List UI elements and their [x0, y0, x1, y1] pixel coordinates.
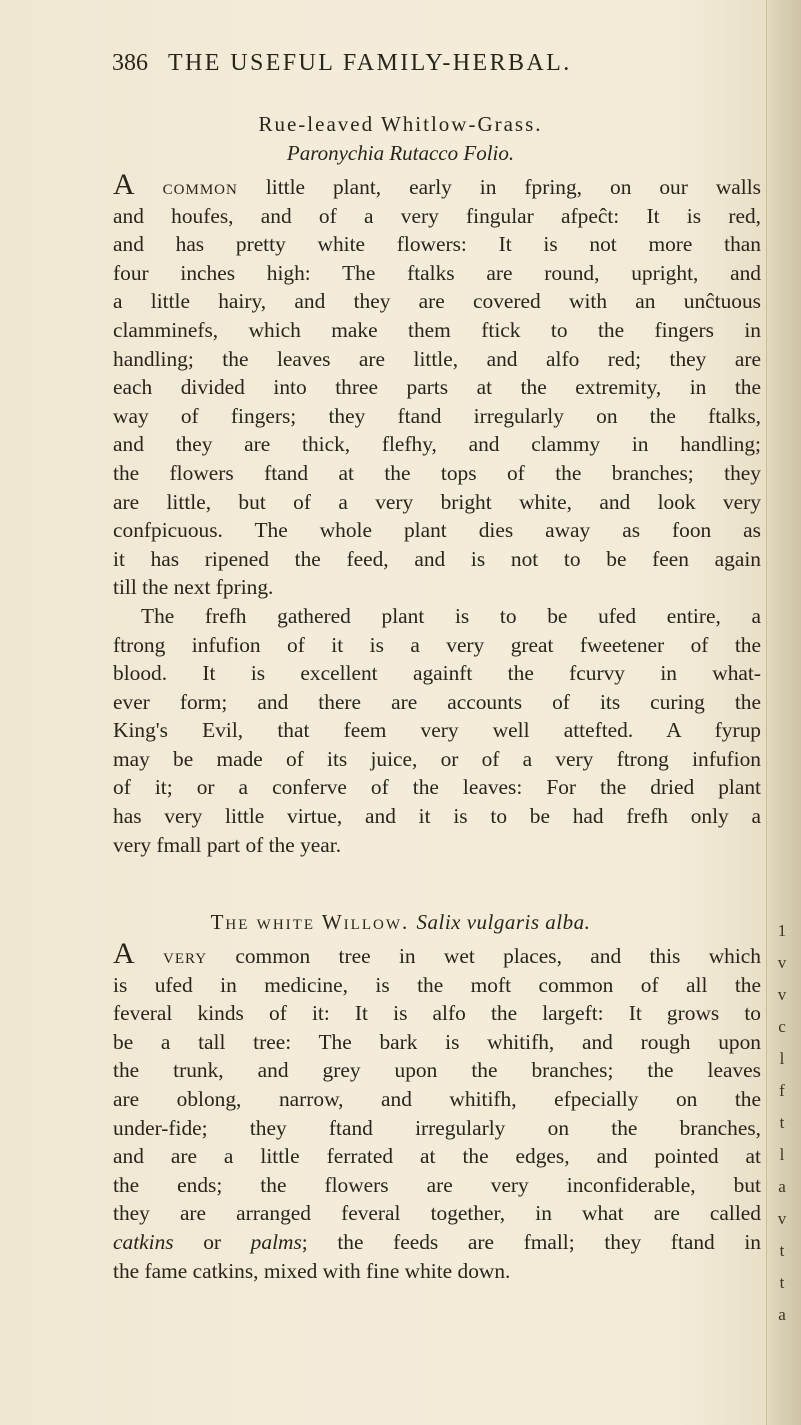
- body-line: and are a little ferrated at the edges, and pointed at: [113, 1144, 761, 1169]
- body-line: catkins or palms; the feeds are fmall; they ftand in: [113, 1229, 761, 1254]
- body-line: the fame catkins, mixed with fine white down.: [113, 1258, 511, 1283]
- section-latin-name-whitlow-grass: Paronychia Rutacco Folio.: [286, 141, 515, 165]
- section-body-whitlow-grass: [113, 168, 761, 859]
- body-line: King's Evil, that feem very well attefted. A fyrup: [113, 718, 761, 743]
- body-line: the ends; the flowers are very inconfiderable, but: [113, 1172, 761, 1197]
- body-line: are oblong, narrow, and whitifh, efpecially on the: [113, 1086, 761, 1111]
- body-line: very fmall part of the year.: [113, 832, 342, 857]
- body-line: it has ripened the feed, and is not to be feen again: [113, 546, 761, 571]
- body-line: ftrong infufion of it is a very great fweetener of the: [113, 632, 761, 657]
- body-line: feveral kinds of it: It is alfo the largeft: It grows to: [113, 1001, 761, 1026]
- body-line: A common little plant, early in fpring, on our walls: [113, 168, 761, 201]
- body-line: may be made of its juice, or of a very ftrong infufion: [113, 746, 761, 771]
- body-line: of it; or a conferve of the leaves: For the dried plant: [113, 775, 761, 800]
- body-line: The frefh gathered plant is to be ufed entire, a: [141, 603, 761, 628]
- body-line: handling; the leaves are little, and alfo red; they are: [113, 346, 761, 371]
- body-line: are little, but of a very bright white, and look very: [113, 489, 761, 514]
- facing-page-letters: 1 v v c l f t l a v t t a: [777, 921, 787, 1324]
- body-line: A very common tree in wet places, and this which: [113, 937, 761, 970]
- body-line: the trunk, and grey upon the branches; the leaves: [113, 1058, 761, 1083]
- body-line: be a tall tree: The bark is whitifh, and rough upon: [113, 1029, 761, 1054]
- body-line: blood. It is excellent againft the fcurvy in what-: [113, 661, 761, 686]
- facing-page-edge: [766, 0, 801, 1425]
- body-line: the flowers ftand at the tops of the branches; they: [113, 460, 761, 485]
- body-line: they are arranged feveral together, in what are called: [113, 1201, 761, 1226]
- body-line: a little hairy, and they are covered with an unĉtuous: [113, 289, 761, 314]
- body-line: each divided into three parts at the extremity, in the: [113, 375, 761, 400]
- body-line: confpicuous. The whole plant dies away as foon as: [113, 518, 761, 543]
- body-line: four inches high: The ftalks are round, upright, and: [113, 260, 761, 285]
- body-line: way of fingers; they ftand irregularly on the ftalks,: [113, 403, 761, 428]
- body-line: and has pretty white flowers: It is not more than: [113, 232, 761, 257]
- body-line: ever form; and there are accounts of its curing the: [113, 689, 761, 714]
- body-line: till the next fpring.: [113, 575, 274, 600]
- running-title: THE USEFUL FAMILY-HERBAL.: [168, 50, 572, 76]
- running-header: [112, 50, 762, 77]
- page-number: 386: [112, 50, 148, 76]
- body-line: under-fide; they ftand irregularly on the branches,: [113, 1115, 761, 1140]
- body-line: and they are thick, flefhy, and clammy in handling;: [113, 432, 761, 457]
- section-title-white-willow: The white Willow. Salix vulgaris alba.: [210, 910, 591, 934]
- body-line: and houfes, and of a very fingular afpeĉt: It is red,: [113, 203, 761, 228]
- body-line: clamminefs, which make them ftick to the fingers in: [113, 317, 761, 342]
- section-body-white-willow: [113, 937, 761, 1285]
- section-title-whitlow-grass: Rue-leaved Whitlow-Grass.: [258, 112, 543, 136]
- body-line: has very little virtue, and it is to be had frefh only a: [113, 804, 761, 829]
- body-line: is ufed in medicine, is the moft common of all the: [113, 972, 761, 997]
